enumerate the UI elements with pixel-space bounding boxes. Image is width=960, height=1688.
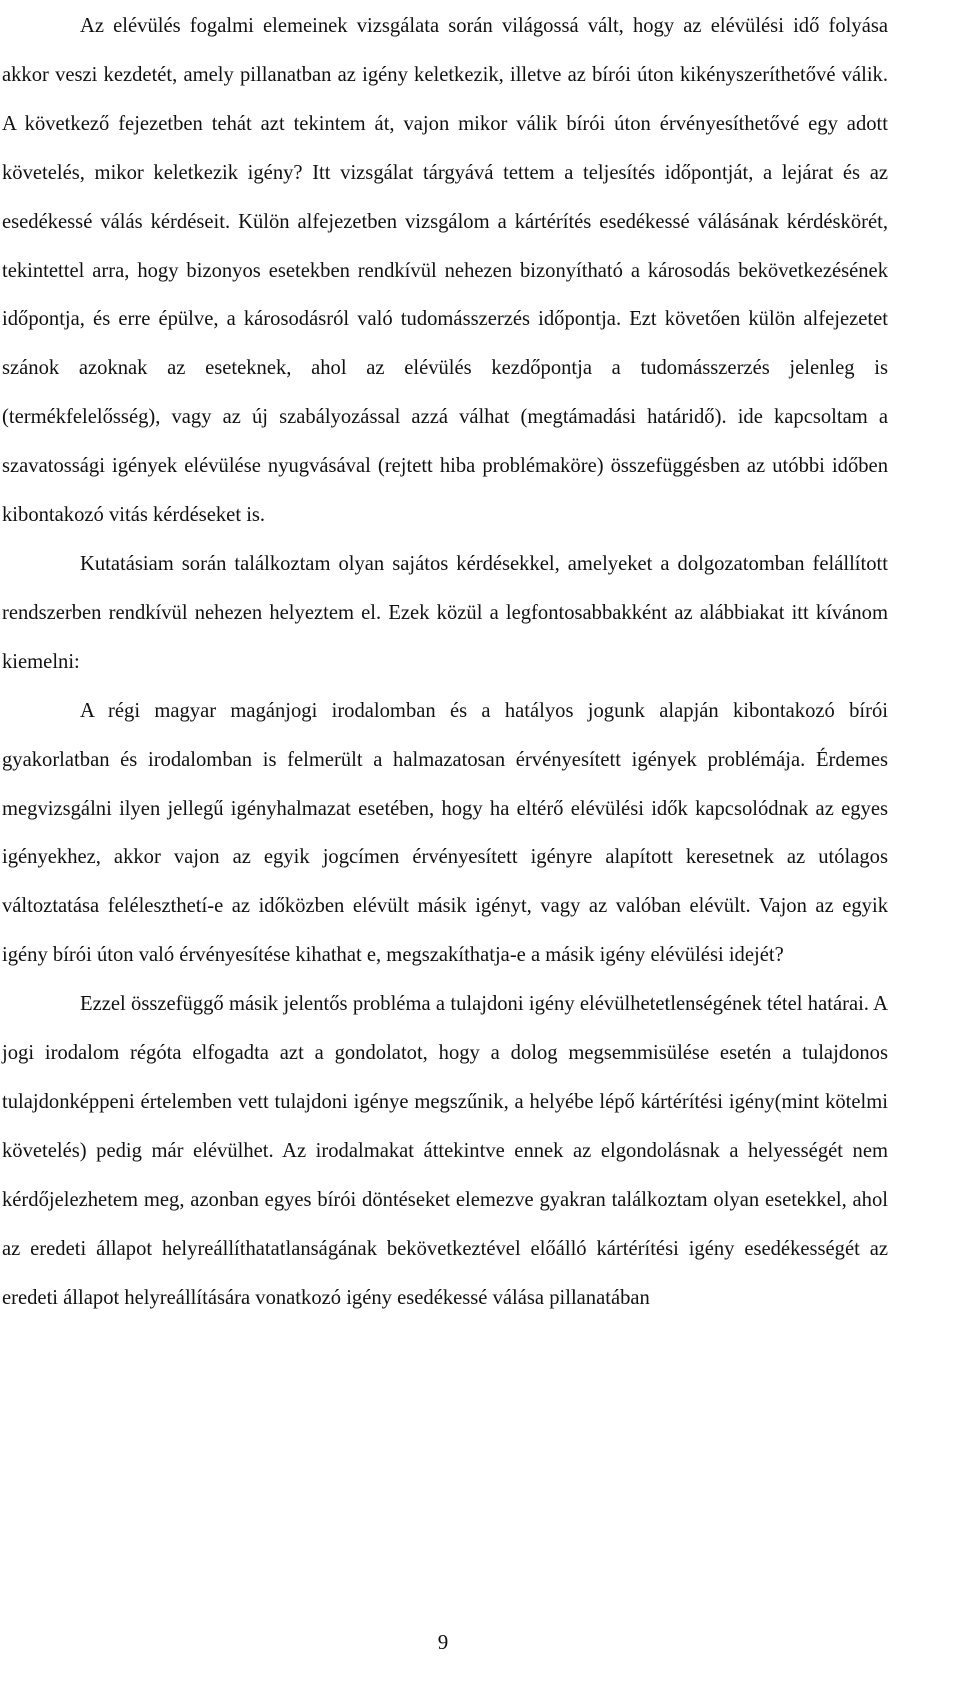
paragraph-ezzel-osszefuggo: Ezzel összefüggő másik jelentős probléma a tulajdoni igény elévülhetetlenségének tétel határai. A jogi irodalom régóta elfogadta azt a gondolatot, hogy a dolog megsemmisülése esetén a tulajdonos tulajdonképpeni értelemben vett tulajdoni igénye megszűnik, a helyébe lépő kártérítési igény(mint kötelmi követelés) pedig már elévülhet. Az irodalmakat áttekintve ennek az elgondolásnak a helyességét nem kérdőjelezhetem meg, azonban egyes bírói döntéseket elemezve gyakran találkoztam olyan esetekkel, ahol az eredeti állapot helyreállíthatatlanságának bekövetkeztével előálló kártérítési igény esedékességét az eredeti állapot helyreállítására vonatkozó igény esedékessé válása pillanatában — [2, 993, 888, 1309]
paragraph-kutatasaim: Kutatásiam során találkoztam olyan sajátos kérdésekkel, amelyeket a dolgozatomban felállított rendszerben rendkívül nehezen helyeztem el. Ezek közül a legfontosabbakként az alábbiakat itt kívánom kiemelni: — [2, 552, 888, 673]
paragraph-regi-magyar: A régi magyar magánjogi irodalomban és a hatályos jogunk alapján kibontakozó bírói gyakorlatban és irodalomban is felmerült a halmazatosan érvényesített igények problémája. Érdemes megvizsgálni ilyen jellegű igényhalmazat esetében, hogy ha eltérő elévülési idők kapcsolódnak az egyes igényekhez, akkor vajon az egyik jogcímen érvényesített igényre alapított keresetnek az utólagos változtatása feléleszthetí-e az időközben elévült másik igényt, vagy az valóban elévült. Vajon az egyik igény bírói úton való érvényesítése kihathat e, megszakíthatja-e a másik igény elévülési idejét? — [2, 699, 888, 967]
paragraph-elevules-fogalmi: Az elévülés fogalmi elemeinek vizsgálata során világossá vált, hogy az elévülési idő folyása akkor veszi kezdetét, amely pillanatban az igény keletkezik, illetve az bírói úton kikényszeríthetővé válik. A következő fejezetben tehát azt tekintem át, vajon mikor válik bírói úton érvényesíthetővé egy adott követelés, mikor keletkezik igény? Itt vizsgálat tárgyává tettem a teljesítés időpontját, a lejárat és az esedékessé válás kérdéseit. Külön alfejezetben vizsgálom a kártérítés esedékessé válásának kérdéskörét, tekintettel arra, hogy bizonyos esetekben rendkívül nehezen bizonyítható a károsodás bekövetkezésének időpontja, és erre épülve, a károsodásról való tudomásszerzés időpontja. Ezt követően külön alfejezetet szánok azoknak az eseteknek, ahol az elévülés kezdőpontja a tudomásszerzés jelenleg is (termékfelelősség), vagy az új szabályozással azzá válhat (megtámadási határidő). ide kapcsoltam a szavatossági igények elévülése nyugvásával (rejtett hiba problémaköre) összefüggésben az utóbbi időben kibontakozó vitás kérdéseket is. — [2, 15, 888, 527]
page-number: 9 — [437, 1630, 449, 1654]
